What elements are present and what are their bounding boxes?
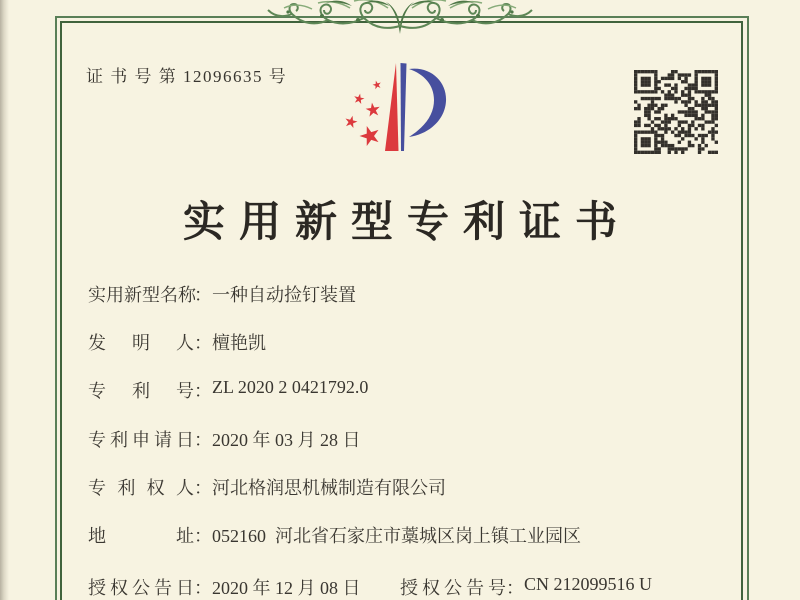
certificate-title: 实用新型专利证书 <box>182 200 631 246</box>
field-label: 授权公告日 <box>88 578 194 598</box>
field-colon: ： <box>506 578 524 598</box>
field-colon: ： <box>194 526 212 546</box>
field-row-grant-number <box>400 574 652 598</box>
field-colon: ： <box>194 333 212 353</box>
field-label: 专利权人 <box>88 478 194 498</box>
certificate-number: 证 书 号 第 12096635 号 <box>86 67 288 86</box>
field-row-patent-number <box>88 377 368 401</box>
field-colon: ： <box>194 285 212 305</box>
field-label: 专利号 <box>88 381 194 401</box>
field-value: 河北格润思机械制造有限公司 <box>212 478 446 498</box>
field-row-patentee <box>88 474 446 498</box>
field-colon: ： <box>194 578 212 598</box>
floral-scroll-ornament-icon <box>264 0 536 36</box>
field-value: 2020 年 03 月 28 日 <box>212 430 361 450</box>
field-value: 一种自动捡钉装置 <box>212 285 356 305</box>
field-label: 实用新型名称 <box>88 285 196 305</box>
field-value: CN 212099516 U <box>524 574 653 594</box>
field-row-application-date <box>88 426 361 450</box>
field-label: 授权公告号 <box>400 578 506 598</box>
field-row-utility-model-name <box>88 281 356 305</box>
field-row-inventor <box>88 329 266 353</box>
field-row-grant-date <box>88 574 361 598</box>
field-label: 发明人 <box>88 333 194 353</box>
field-value: 2020 年 12 月 08 日 <box>212 578 361 598</box>
field-colon: ： <box>194 430 212 450</box>
scan-edge-shadow <box>0 0 9 600</box>
field-value: 052160 河北省石家庄市藁城区岗上镇工业园区 <box>212 526 581 546</box>
field-value: ZL 2020 2 0421792.0 <box>212 377 369 397</box>
field-label: 专利申请日 <box>88 430 194 450</box>
field-row-address <box>88 522 581 546</box>
field-colon: ： <box>194 381 212 401</box>
qr-code <box>634 70 718 154</box>
field-colon: ： <box>194 478 212 498</box>
field-value: 檀艳凯 <box>212 333 266 353</box>
field-label: 地址 <box>88 526 194 546</box>
cnipa-logo-icon <box>343 56 455 156</box>
